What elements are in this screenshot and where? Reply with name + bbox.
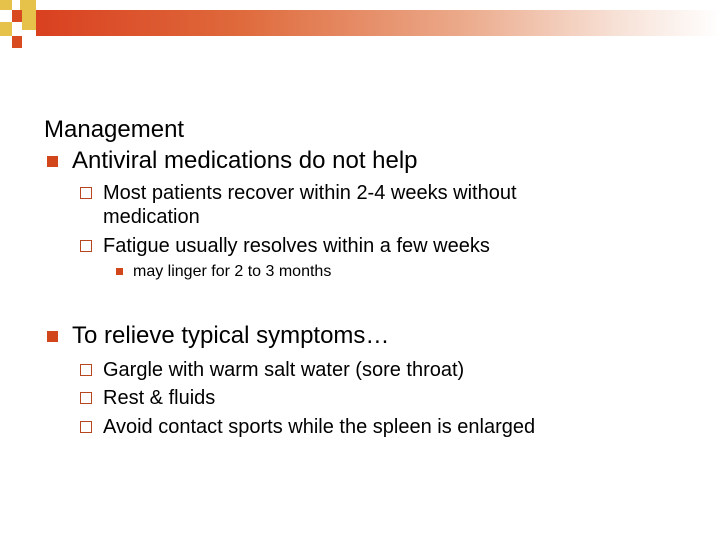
hollow-square-bullet-icon — [80, 364, 92, 376]
sub-bullet-point: Fatigue usually resolves within a few weeks — [103, 235, 490, 257]
hollow-square-bullet-icon — [80, 240, 92, 252]
sub-bullet-point: Gargle with warm salt water (sore throat) — [103, 359, 465, 381]
sub-sub-bullet-point: may linger for 2 to 3 months — [133, 263, 332, 280]
hollow-square-bullet-icon — [80, 187, 92, 199]
square-bullet-icon — [47, 331, 58, 342]
small-square-bullet-icon — [116, 268, 123, 275]
hollow-square-bullet-icon — [80, 392, 92, 404]
sub-bullet-point: Rest & fluids — [103, 387, 216, 409]
hollow-square-bullet-icon — [80, 421, 92, 433]
sub-bullet-point: Most patients recover within 2-4 weeks without — [103, 182, 517, 204]
slide-heading: Management — [44, 116, 185, 143]
bullet-point: To relieve typical symptoms… — [72, 322, 390, 349]
sub-bullet-point: Avoid contact sports while the spleen is enlarged — [103, 416, 536, 438]
bullet-point: Antiviral medications do not help — [72, 147, 418, 174]
sub-bullet-point-continued: medication — [103, 206, 200, 228]
square-bullet-icon — [47, 156, 58, 167]
